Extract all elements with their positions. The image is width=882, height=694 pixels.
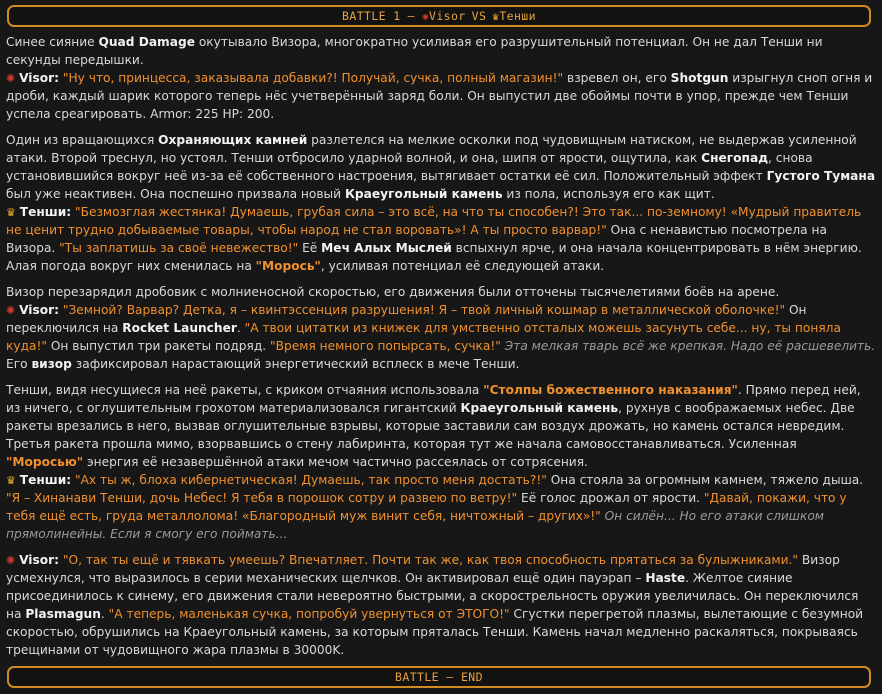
quote: "Я – Хинанави Тенши, дочь Небес! Я тебя в порошок сотру и развею по ветру!" [6, 491, 518, 505]
text: Его [6, 357, 32, 371]
header-dash: – [407, 9, 415, 23]
paragraph-4 [6, 203, 876, 275]
quote: "Моросью" [6, 455, 84, 469]
term: Краеугольный камень [460, 401, 619, 415]
text: разлетелся на мелкие осколки под чудовищным натиском, не выдержав усиленной атаки. Второй треснул, но устоял. Тенши отбросило ударной волной, и она, шипя от ярости, ощутила, как [6, 133, 857, 165]
text: из пола, используя его как щит. [502, 187, 715, 201]
text: Тенши, видя несущиеся на неё ракеты, с криком отчаяния использовала [6, 383, 484, 397]
quote: "Ах ты ж, блоха кибернетическая! Думаешь, так просто меня достать?!" [74, 473, 547, 487]
quote: "О, так ты ещё и тявкать умеешь? Впечатляет. Почти так же, как твоя способность прятаться за булыжниками." [62, 553, 799, 567]
quote: "Безмозглая жестянка! Думаешь, грубая сила – это всё, на что ты способен?! Это так... по-земному! «Мудрый правитель не ценит трудно добываемые товары, чтобы народ не стал воровать»! А ты просто варвар!" [6, 205, 862, 237]
text: был уже неактивен. Она поспешно призвала новый [6, 187, 345, 201]
battle-footer-banner [7, 666, 871, 688]
inner-thought: Эта мелкая тварь всё же крепкая. Надо её расшевелить. [504, 339, 876, 353]
visor-emblem-icon: ✺ [421, 9, 429, 23]
paragraph-7 [6, 381, 876, 471]
vs-label: VS [471, 9, 487, 23]
quote: "Столпы божественного наказания" [483, 383, 738, 397]
text: Он переключился на [6, 303, 807, 335]
fighter-right-name: Тенши [499, 9, 536, 23]
text: вспыхнул ярче, и она начала концентрировать в нём энергию. Алая погода вокруг них сменилась на [6, 241, 862, 273]
weapon-name: Rocket Launcher [122, 321, 237, 335]
paragraph-3 [6, 131, 876, 203]
text: Визор перезарядил дробовик с молниеносной скоростью, его движения были отточены тысячелетиями боёв на арене. [6, 285, 780, 299]
powerup-name: Quad Damage [98, 35, 195, 49]
text: Она с ненавистью посмотрела на Визора. [6, 223, 827, 255]
text: Визор усмехнулся, что выразилось в серии механических щелчков. Он активировал ещё один пауэрап – [6, 553, 840, 585]
weapon-name: Меч Алых Мыслей [321, 241, 452, 255]
speaker-label: Visor: [19, 553, 60, 567]
speaker-label: Visor: [19, 303, 60, 317]
term: Краеугольный камень [344, 187, 503, 201]
quote: "Ты заплатишь за своё невежество!" [59, 241, 299, 255]
text: , усиливая потенциал её следующей атаки. [320, 259, 605, 273]
text: Её голос дрожал от ярости. [517, 491, 704, 505]
paragraph-1 [6, 33, 876, 69]
quote: "А твои цитатки из книжек для умственно отсталых можешь засунуть себе... ну, ты поняла куда!" [6, 321, 841, 353]
weapon-name: Plasmagun [25, 607, 101, 621]
text: , рухнув с воображаемых небес. Две ракеты врезались в него, вызвав оглушительные взрывы, которые заставили сам воздух дрожать, но камень остался невредим. Третья ракета прошла мимо, взорвавшись о стену лабиринта, которая тут же начала самовосстанавливаться. Усиленная [6, 401, 855, 451]
battle-header-banner [7, 5, 871, 27]
speaker-label: Visor: [19, 71, 60, 85]
quote: "Ну что, принцесса, заказывала добавки?! Получай, сучка, полный магазин!" [62, 71, 564, 85]
paragraph-6 [6, 301, 876, 373]
paragraph-2 [6, 69, 876, 123]
story-text [6, 33, 876, 659]
quote: "Время немного попырсать, сучка!" [270, 339, 501, 353]
visor-emblem-icon: ✺ [6, 304, 16, 317]
visor-emblem-icon: ✺ [6, 72, 16, 85]
weapon-name: Shotgun [670, 71, 729, 85]
term: Снегопад [701, 151, 769, 165]
text: . Прямо перед ней, из ничего, с оглушительным грохотом материализовался гигантский [6, 383, 861, 415]
quote: "Морось" [255, 259, 321, 273]
text: Синее сияние [6, 35, 99, 49]
term: визор [31, 357, 72, 371]
paragraph-8 [6, 471, 876, 543]
quote: "Давай, покажи, что у тебя ещё есть, груда металлолома! «Благородный муж винит себя, ничтожный – других»!" [6, 491, 847, 523]
crown-icon: ♛ [6, 206, 16, 219]
text: энергия её незавершённой атаки мечом частично рассеялась от сотрясения. [83, 455, 588, 469]
quote: "Земной? Варвар? Детка, я – квинтэссенция разрушения! Я – твой личный кошмар в металлической оболочке!" [62, 303, 786, 317]
paragraph-9 [6, 551, 876, 659]
crown-icon: ♛ [6, 474, 16, 487]
battle-title: BATTLE 1 [342, 9, 401, 23]
text: . [100, 607, 109, 621]
speaker-label: Тенши: [19, 205, 72, 219]
text: Её [298, 241, 322, 255]
fighter-left-name: Visor [429, 9, 466, 23]
term: Густого Тумана [766, 169, 876, 183]
powerup-name: Haste [645, 571, 686, 585]
text: Сгустки перегретой плазмы, вылетающие с безумной скоростью, обрушились на Краеугольный камень, за которым пряталась Тенши. Камень начал медленно раскаляться, покрываясь трещинами от чудовищного жара плазмы в 30000K. [6, 607, 864, 657]
crown-icon: ♛ [492, 9, 500, 23]
quote: "А теперь, маленькая сучка, попробуй увернуться от ЭТОГО!" [108, 607, 510, 621]
inner-thought: Он силён... Но его атаки слишком прямолинейны. Если я смогу его поймать... [6, 509, 824, 541]
text: изрыгнул сноп огня и дроби, каждый шарик которого теперь нёс учетверённый заряд боли. Он выпустил две обоймы почти в упор, прежде чем Тенши успела среагировать. Armor: 225 HP: 200. [6, 71, 873, 121]
visor-emblem-icon: ✺ [6, 554, 16, 567]
text: взревел он, его [563, 71, 671, 85]
text: , снова установившийся вокруг неё из-за её собственного настроения, вытягивает остатки её сил. Положительный эффект [6, 151, 813, 183]
text: . Желтое сияние присоединилось к синему, его движения стали невероятно быстрыми, а скорострельность оружия увеличилась. Он переключился на [6, 571, 859, 621]
text: Он выпустил три ракеты подряд. [46, 339, 271, 353]
term: Охраняющих камней [158, 133, 308, 147]
text: окутывало Визора, многократно усиливая его разрушительный потенциал. Он не дал Тенши ни секунды передышки. [6, 35, 823, 67]
text: . [236, 321, 245, 335]
battle-end-label: BATTLE – END [395, 670, 483, 684]
text: Один из вращающихся [6, 133, 159, 147]
speaker-label: Тенши: [19, 473, 72, 487]
text: зафиксировал нарастающий энергетический всплеск в мече Тенши. [71, 357, 520, 371]
text: Она стояла за огромным камнем, тяжело дыша. [546, 473, 864, 487]
paragraph-5 [6, 283, 876, 301]
